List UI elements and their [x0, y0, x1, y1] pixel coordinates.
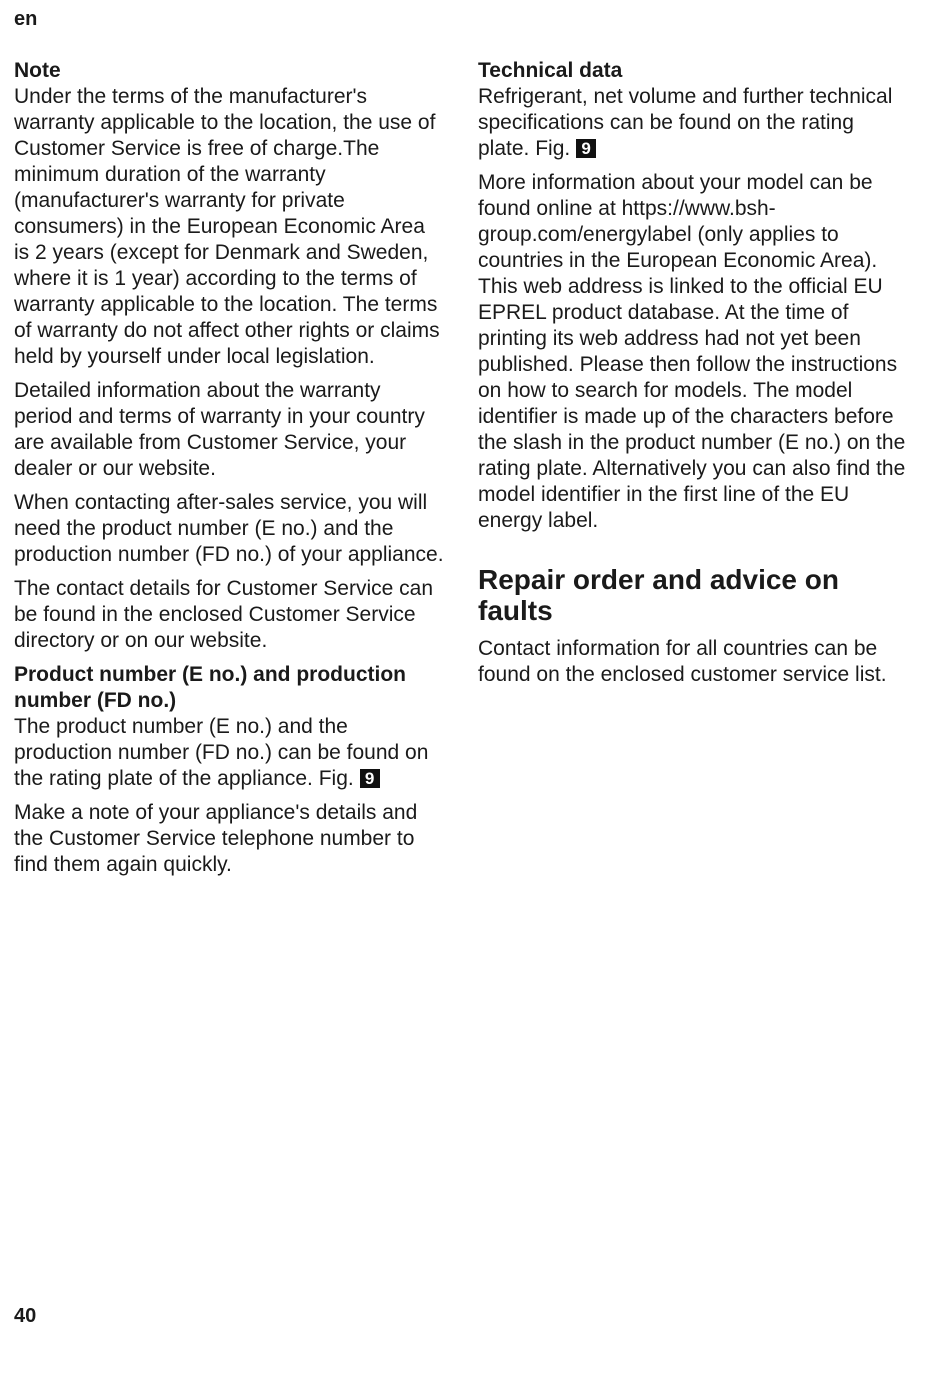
technical-data-text: Refrigerant, net volume and further technical specifications can be found on the rating plate. Fig.: [478, 85, 893, 160]
contact-details-paragraph: The contact details for Customer Service can be found in the enclosed Customer Service directory or on our website.: [14, 577, 434, 652]
contact-service-paragraph: When contacting after-sales service, you will need the product number (E no.) and the production number (FD no.) of your appliance.: [14, 491, 444, 566]
product-number-paragraph: [14, 714, 444, 792]
figure-reference-badge: 9: [576, 139, 596, 158]
technical-data-paragraph: [478, 84, 908, 162]
repair-order-paragraph: Contact information for all countries can be found on the enclosed customer service list.: [478, 637, 887, 686]
repair-order-heading: Repair order and advice on faults: [478, 564, 839, 626]
product-number-text: The product number (E no.) and the production number (FD no.) can be found on the rating plate of the appliance. Fig.: [14, 715, 429, 790]
more-info-paragraph: More information about your model can be found online at https://www.bsh-group.com/energylabel (only applies to countries in the European Economic Area). This web address is linked to the official EU EPREL product database. At the time of printing its web address had not yet been published. Please then follow the instructions on how to search for models. The model identifier is made up of the characters before the slash in the product number (E no.) on the rating plate. Alternatively you can also find the model identifier in the first line of the EU energy label.: [478, 171, 906, 532]
appliance-details-paragraph: Make a note of your appliance's details and the Customer Service telephone number to find them again quickly.: [14, 801, 418, 876]
figure-reference-badge: 9: [360, 769, 380, 788]
page-number: 40: [14, 1305, 37, 1327]
language-label: en: [14, 8, 38, 30]
right-column: [478, 58, 908, 696]
warranty-info-paragraph: Detailed information about the warranty period and terms of warranty in your country are available from Customer Service, your dealer or our website.: [14, 379, 425, 480]
note-heading: Note: [14, 59, 61, 82]
note-paragraph: Under the terms of the manufacturer's warranty applicable to the location, the use of Customer Service is free of charge.The minimum duration of the warranty (manufacturer's warranty for private consumers) in the European Economic Area is 2 years (except for Denmark and Sweden, where it is 1 year) according to the terms of warranty applicable to the location. The terms of warranty do not affect other rights or claims held by yourself under local legislation.: [14, 85, 440, 368]
left-column: [14, 58, 444, 886]
technical-data-heading: Technical data: [478, 59, 623, 82]
product-number-heading: Product number (E no.) and production number (FD no.): [14, 663, 406, 712]
